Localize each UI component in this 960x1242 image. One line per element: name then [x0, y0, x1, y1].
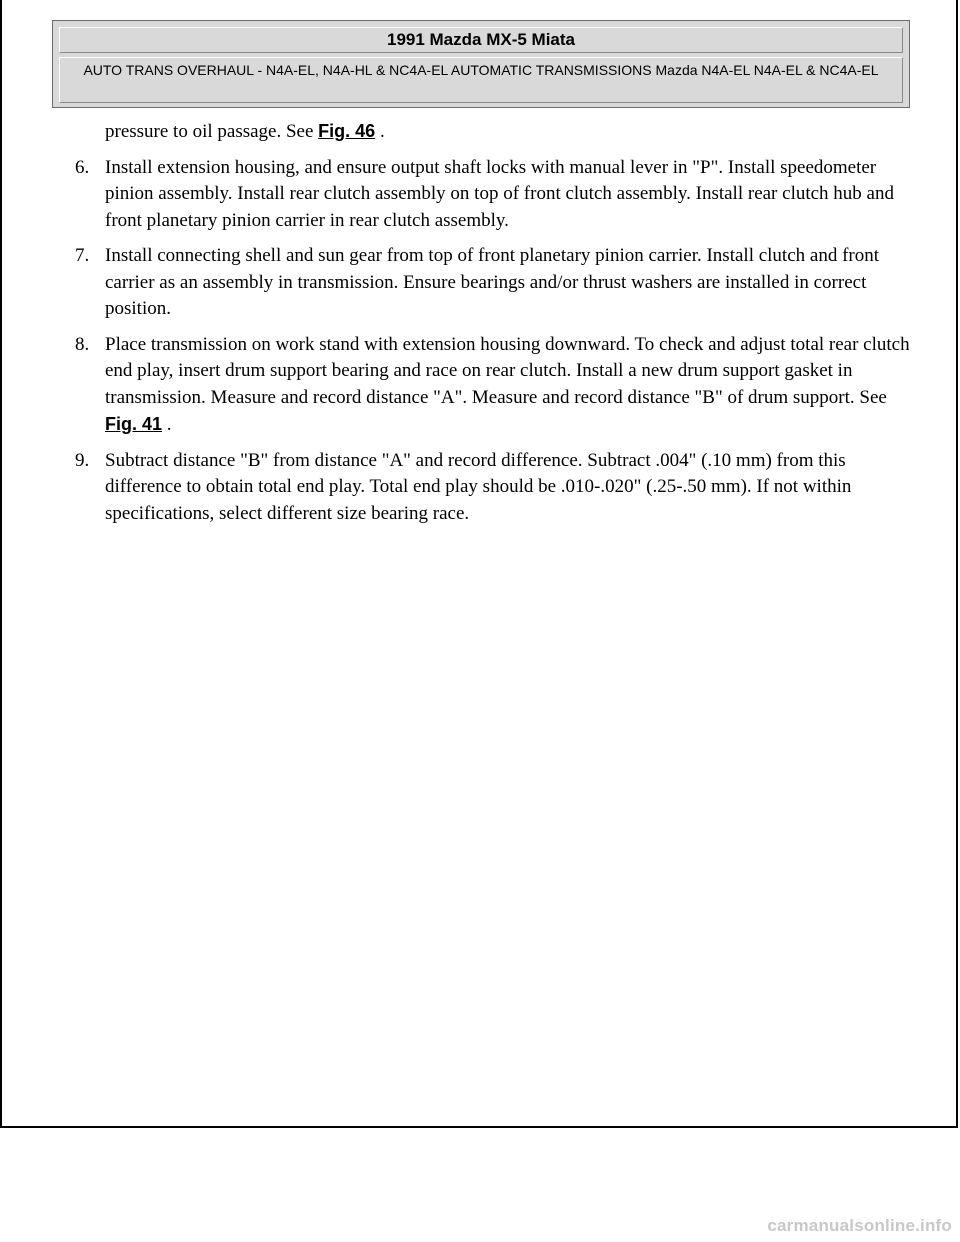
- step-number: 9.: [75, 449, 90, 471]
- site-watermark: carmanualsonline.info: [767, 1216, 952, 1235]
- step-number: 6.: [75, 156, 90, 178]
- step-text: Place transmission on work stand with extension housing downward. To check and adjust total rear clutch end play, insert drum support bearing and race on rear clutch. Install a new drum support gasket in transmission. Measure and record distance "A". Measure and record distance "B" of drum support. See: [105, 333, 910, 408]
- header-subtitle: AUTO TRANS OVERHAUL - N4A-EL, N4A-HL & NC4A-EL AUTOMATIC TRANSMISSIONS Mazda N4A-EL N4A-EL & NC4A-EL: [83, 62, 879, 78]
- step-text: Install extension housing, and ensure output shaft locks with manual lever in "P". Install speedometer pinion assembly. Install rear clutch assembly on top of front clutch assembly. Install rear clutch hub and front planetary pinion carrier in rear clutch assembly.: [105, 156, 894, 231]
- step-text: Subtract distance "B" from distance "A" and record difference. Subtract .004" (.10 mm) from this difference to obtain total end play. Total end play should be .010-.020" (.25-.50 mm). If not within specifications, select different size bearing race.: [105, 449, 852, 524]
- step-6: [75, 155, 913, 235]
- step-7: [75, 243, 913, 323]
- step-text-after: .: [162, 414, 172, 435]
- continued-after: .: [375, 121, 385, 142]
- step-8: [75, 332, 913, 439]
- header-subtitle-row: [59, 57, 903, 103]
- header-title-row: [59, 27, 903, 53]
- header-title: 1991 Mazda MX-5 Miata: [386, 30, 575, 49]
- fig-41-link[interactable]: Fig. 41: [105, 414, 163, 434]
- fig-46-link[interactable]: Fig. 46: [318, 121, 376, 141]
- step-text: Install connecting shell and sun gear from top of front planetary pinion carrier. Install clutch and front carrier as an assembly in transmission. Ensure bearings and/or thrust washers are installed in correct position.: [105, 245, 880, 319]
- continued-text: pressure to oil passage. See: [105, 121, 319, 142]
- continued-paragraph: [105, 118, 913, 146]
- step-number: 8.: [75, 333, 90, 355]
- step-9: [75, 448, 913, 528]
- document-header: [52, 20, 910, 108]
- step-number: 7.: [75, 245, 90, 266]
- document-body: [75, 118, 913, 536]
- step-text-wrap: [105, 332, 913, 439]
